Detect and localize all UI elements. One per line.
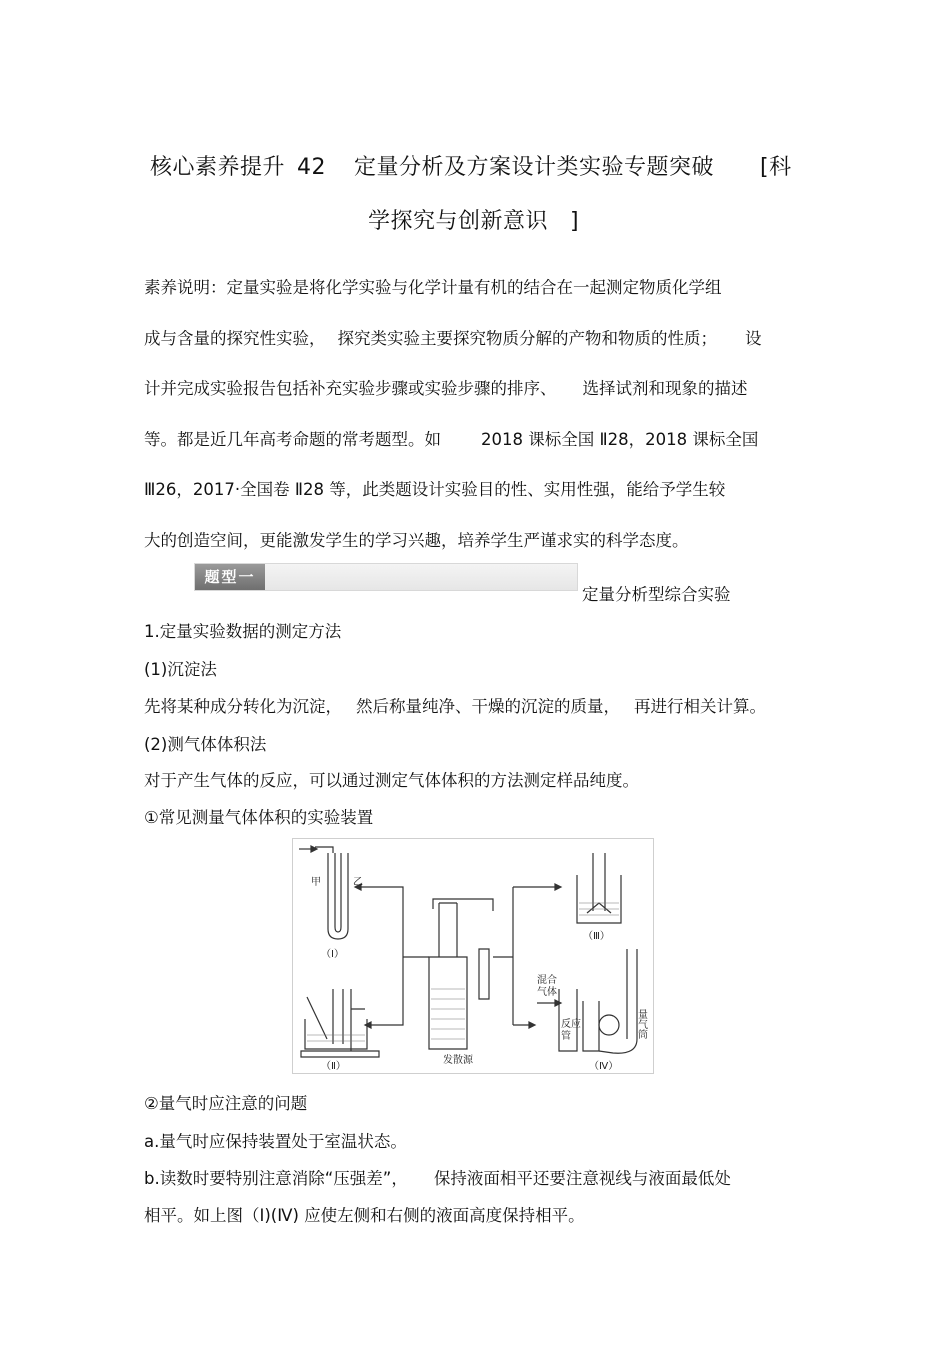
arrow-to-IV: [529, 1022, 535, 1028]
stand-rod-II: [351, 989, 365, 1051]
intro-line-3b: 选择试剂和现象的描述: [582, 379, 748, 398]
label-I: （Ⅰ）: [321, 949, 344, 960]
note-b-line-2: 相平。如上图（Ⅰ)(Ⅳ) 应使左侧和右侧的液面高度保持相平。: [144, 1206, 585, 1225]
note-b-1a: b.读数时要特别注意消除“压强差”，: [144, 1169, 408, 1188]
apparatus-figure: [292, 838, 654, 1074]
intro-line-2b: 探究类实验主要探究物质分解的产物和物质的性质；: [337, 329, 717, 348]
generator-tube: [479, 949, 489, 999]
label-tube-2: 管: [561, 1031, 571, 1042]
title-line2-text: 学探究与创新意识: [368, 209, 549, 234]
bulb-round-IV: [599, 1015, 619, 1035]
precipitation-text: [144, 693, 766, 717]
item-2: ②量气时应注意的问题: [144, 1094, 308, 1113]
stand-base-II: [301, 1051, 379, 1057]
label-mixed: 混合: [537, 975, 557, 986]
arrow-to-III: [555, 884, 561, 890]
heading-1-1: (1)沉淀法: [144, 660, 217, 679]
section-banner: [194, 563, 578, 591]
note-b-line-1: [144, 1165, 731, 1189]
precip-a: 先将某种成分转化为沉淀，: [144, 697, 342, 716]
item-1: ①常见测量气体体积的实验装置: [144, 808, 374, 827]
title-part1: 核心素养提升: [150, 155, 286, 180]
precip-b: 然后称量纯净、干燥的沉淀的质量，: [356, 697, 620, 716]
intro-line-2: [144, 325, 762, 349]
generator-neck: [439, 903, 457, 957]
liquid-III: [579, 903, 619, 915]
bulb-IV: [583, 1001, 599, 1051]
note-a: a.量气时应保持装置处于室温状态。: [144, 1132, 407, 1151]
precip-c: 再进行相关计算。: [634, 697, 766, 716]
label-yi: 乙: [353, 877, 363, 888]
heading-1-2: (2)测气体体积法: [144, 735, 267, 754]
funnel-III: [587, 903, 611, 913]
connector-left: [361, 887, 403, 1025]
section-tab: 题型一: [195, 564, 265, 590]
intro-line-2c: 设: [745, 329, 762, 348]
label-jia: 甲: [311, 877, 321, 888]
section-title: 定量分析型综合实验: [582, 585, 731, 604]
label-II: （Ⅱ）: [321, 1061, 346, 1072]
gauge-tube-IV: [599, 949, 637, 1053]
intro-line-3a: 计并完成实验报告包括补充实验步骤或实验步骤的排序、: [144, 379, 557, 398]
tube-II: [307, 997, 327, 1039]
title-number: 42: [297, 155, 327, 180]
connector-right: [513, 887, 555, 1025]
label-III: （Ⅲ）: [583, 931, 610, 942]
gas-volume-text: 对于产生气体的反应，可以通过测定气体体积的方法测定样品纯度。: [144, 771, 639, 790]
liquid-II: [307, 1035, 365, 1041]
title-part3: [科: [760, 155, 792, 180]
label-gas: 气体: [537, 987, 557, 998]
arrow-head-IV: [555, 1000, 561, 1006]
intro-line-1: 素养说明：定量实验是将化学实验与化学计量有机的结合在一起测定物质化学组: [144, 278, 722, 297]
intro-line-6: 大的创造空间，更能激发学生的学习兴趣，培养学生严谨求实的科学态度。: [144, 531, 689, 550]
beaker-III: [577, 875, 621, 923]
title-part2: 定量分析及方案设计类实验专题突破: [354, 155, 715, 180]
arrow-to-II: [365, 1022, 371, 1028]
label-source: 发散源: [443, 1055, 473, 1066]
cylinder-II: [333, 989, 343, 1044]
generator-tubing: [433, 899, 493, 911]
u-tube-inner: [335, 853, 341, 932]
label-tube-1: 反应: [561, 1019, 581, 1030]
u-tube-left-arm: [328, 853, 348, 939]
intro-line-5: Ⅲ26，2017·全国卷 Ⅱ28 等，此类题设计实验目的性、实用性强，能给予学生较: [144, 480, 726, 499]
intro-line-3: [144, 375, 748, 399]
label-gauge: 量气筒: [635, 1009, 647, 1039]
intro-line-4: [144, 426, 758, 450]
intro-line-2a: 成与含量的探究性实验，: [144, 329, 326, 348]
intro-line-4a: 等。都是近几年高考命题的常考题型。如: [144, 430, 441, 449]
note-b-1b: 保持液面相平还要注意视线与液面最低处: [433, 1169, 731, 1188]
title-line-1: [150, 150, 792, 181]
heading-1: 1.定量实验数据的测定方法: [144, 622, 342, 641]
u-tube-inlet: [315, 847, 333, 853]
beaker-II: [305, 1019, 367, 1049]
intro-line-4b: 2018 课标全国 Ⅱ28，2018 课标全国: [481, 430, 759, 449]
label-IV: （Ⅳ）: [589, 1061, 619, 1072]
liquid-generator: [431, 989, 465, 1039]
apparatus-diagram: [293, 839, 653, 1073]
title-bracket-close: ]: [570, 209, 580, 234]
title-line-2: [368, 204, 579, 235]
generator-bottle: [429, 957, 467, 1049]
